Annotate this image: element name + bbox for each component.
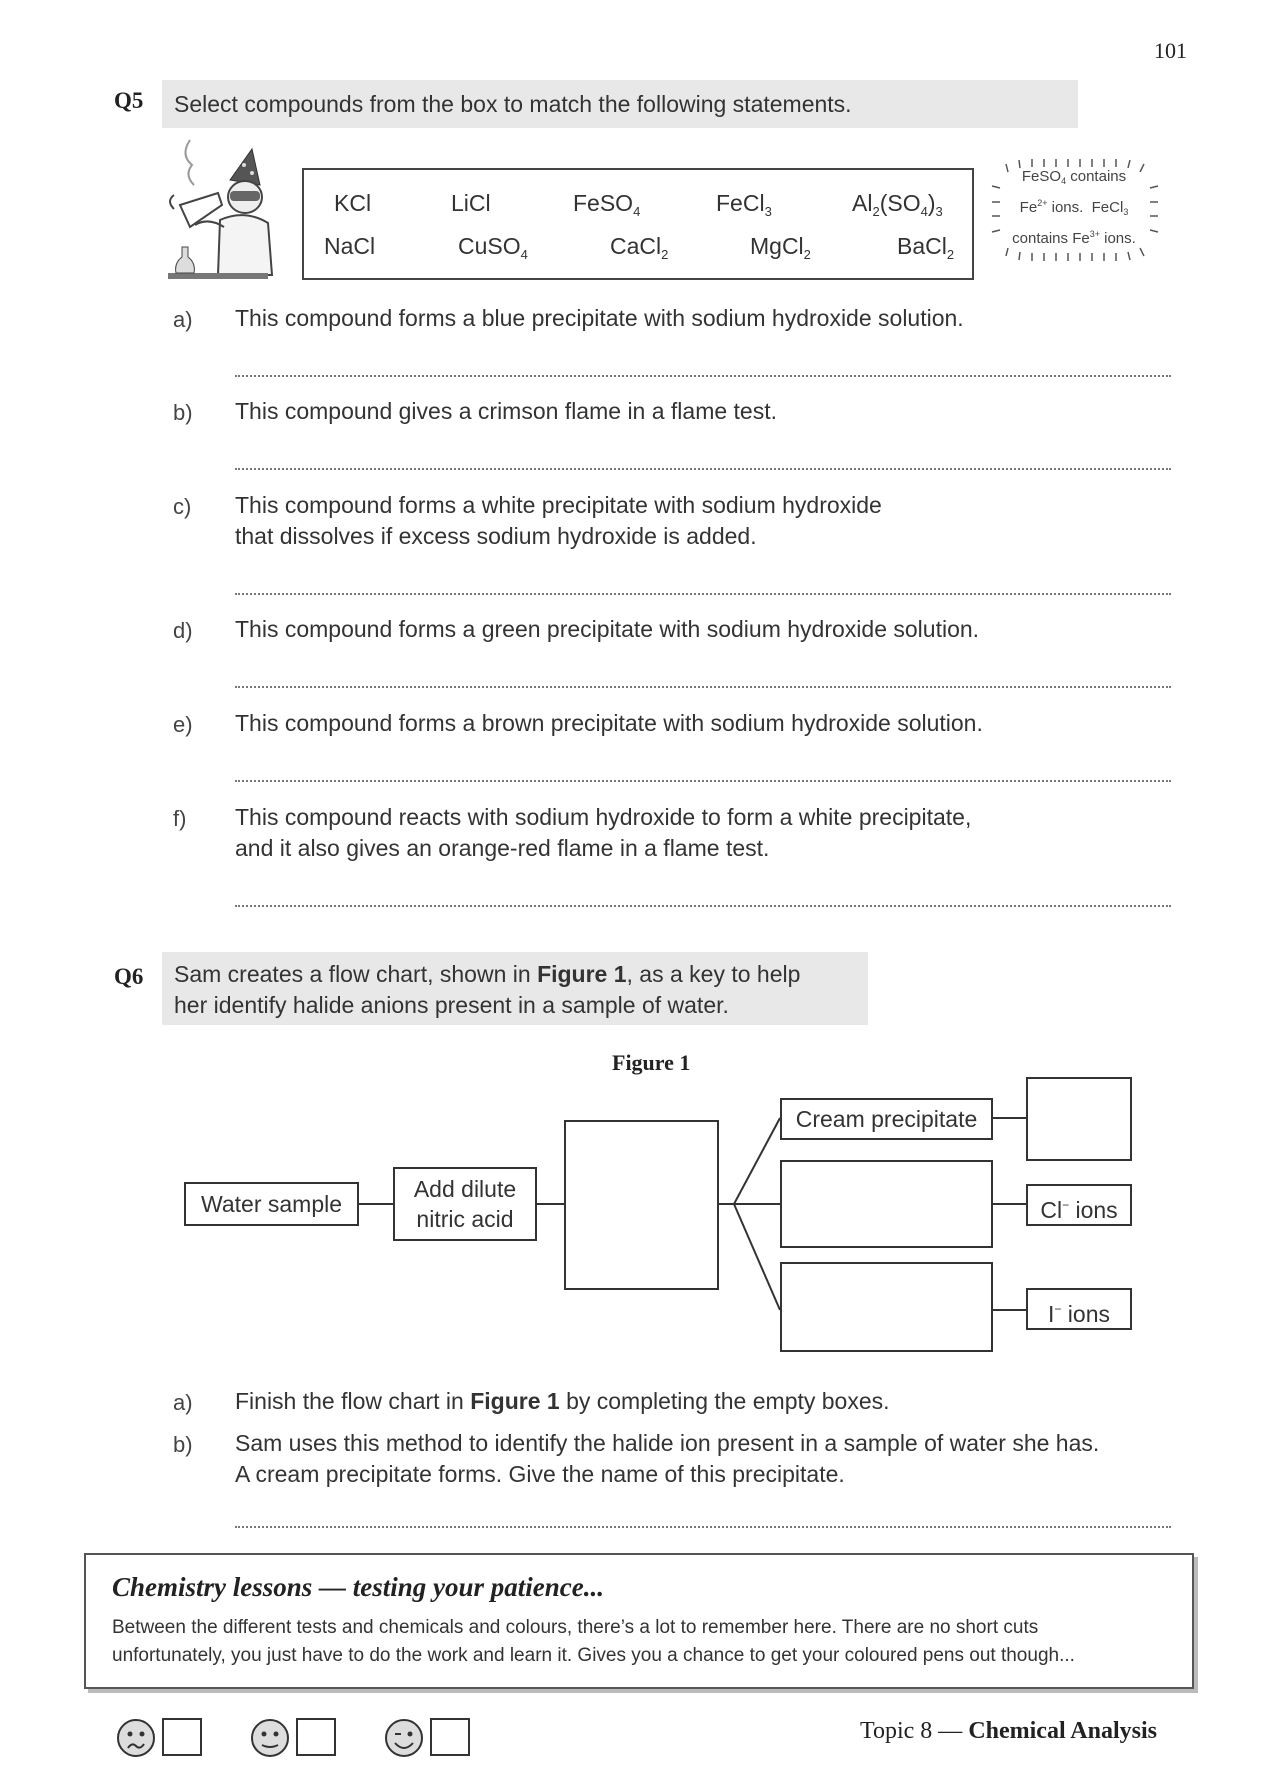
q6a-pre: Finish the flow chart in [235, 1388, 471, 1414]
sad-face-icon [116, 1718, 156, 1758]
confidence-box-medium[interactable] [296, 1718, 336, 1756]
q5c-text-line1: This compound forms a white precipitate with sodium hydroxide [235, 492, 882, 518]
i-symbol: I [1048, 1301, 1055, 1327]
confidence-box-low[interactable] [162, 1718, 202, 1756]
flow-empty-box-ion[interactable] [1026, 1077, 1132, 1161]
cl-ions-word: ions [1069, 1197, 1118, 1223]
tip-title: Chemistry lessons — testing your patience... [112, 1572, 605, 1602]
footer-topic-number: Topic 8 — [860, 1718, 969, 1744]
compound-licl: LiCl [451, 190, 491, 216]
hint-note-line3: contains $Fe^{3+}$ ions. [1012, 229, 1136, 247]
q5d-label: d) [173, 618, 193, 643]
q5e-label: e) [173, 712, 193, 737]
q6b-label: b) [173, 1432, 193, 1457]
neutral-face-icon [250, 1718, 290, 1758]
q6b-answer-line[interactable] [235, 1526, 1171, 1528]
flow-cl-ions [1026, 1184, 1132, 1226]
q6-prompt-figure-ref: Figure 1 [537, 961, 627, 987]
tip-text [112, 1614, 1172, 1670]
q6a-figure-ref: Figure 1 [470, 1388, 560, 1414]
compound-feso4: FeSO$_4$ [573, 190, 641, 219]
flow-cream-precipitate: Cream precipitate [780, 1098, 993, 1140]
footer-topic-title: Chemical Analysis [968, 1718, 1157, 1744]
flow-add-nitric-acid-line1: Add dilute [413, 1176, 517, 1202]
q6-prompt-pre: Sam creates a flow chart, shown in [174, 961, 538, 987]
cl-charge: − [1062, 1198, 1070, 1212]
flow-empty-box-precipitate-2[interactable] [780, 1160, 993, 1248]
footer-topic [860, 1718, 1157, 1745]
flow-empty-box-precipitate-3[interactable] [780, 1262, 993, 1352]
flow-i-ions [1026, 1288, 1132, 1330]
flow-water-sample: Water sample [184, 1182, 359, 1226]
flow-add-nitric-acid-line2: nitric acid [416, 1206, 514, 1232]
compound-cuso4: CuSO$_4$ [458, 233, 528, 262]
flow-add-nitric-acid [393, 1167, 537, 1241]
q5f-text-line2: and it also gives an orange-red flame in a flame test. [235, 835, 770, 861]
q6b-text-line2: A cream precipitate forms. Give the name of this precipitate. [235, 1461, 845, 1487]
q5a-label: a) [173, 307, 193, 332]
compound-nacl: NaCl [324, 233, 376, 259]
q5b-label: b) [173, 400, 193, 425]
compound-bacl2: BaCl$_2$ [897, 233, 955, 262]
compound-fecl3: FeCl$_3$ [716, 190, 772, 219]
q6-number: Q6 [114, 964, 144, 989]
q6-prompt-post: , as a key to help [626, 961, 801, 987]
happy-face-icon [384, 1718, 424, 1758]
q6a-text [235, 1386, 890, 1417]
q5f-label: f) [173, 806, 187, 831]
q5-prompt: Select compounds from the box to match the following statements. [162, 80, 1078, 128]
hint-note-line2: $Fe^{2+}$ ions. FeCl$_3$ [1019, 198, 1129, 217]
q5c-text-line2: that dissolves if excess sodium hydroxide is added. [235, 523, 757, 549]
compound-kcl: KCl [334, 190, 372, 216]
q5-number: Q5 [114, 88, 144, 113]
q5e-text: This compound forms a brown precipitate with sodium hydroxide solution. [235, 710, 983, 736]
q5d-text: This compound forms a green precipitate with sodium hydroxide solution. [235, 616, 980, 642]
compound-cacl2: CaCl$_2$ [610, 233, 669, 262]
cl-symbol: Cl [1040, 1197, 1063, 1223]
q6b-text-line1: Sam uses this method to identify the halide ion present in a sample of water she has. [235, 1430, 1100, 1456]
q5f-text-line1: This compound reacts with sodium hydroxide to form a white precipitate, [235, 804, 972, 830]
hint-note-line1: FeSO$_4$ contains [1021, 168, 1127, 186]
i-ions-word: ions [1061, 1301, 1110, 1327]
q6a-post: by completing the empty boxes. [559, 1388, 890, 1414]
q6a-label: a) [173, 1390, 193, 1415]
tip-text-line2: unfortunately, you just have to do the work and learn it. Gives you a chance to get your coloured pens out though... [112, 1645, 1075, 1666]
i-charge: − [1054, 1302, 1062, 1316]
page-number: 101 [1154, 38, 1187, 63]
confidence-box-high[interactable] [430, 1718, 470, 1756]
flow-empty-box-reagent[interactable] [564, 1120, 719, 1290]
q5a-text: This compound forms a blue precipitate with sodium hydroxide solution. [235, 305, 964, 331]
q6-prompt-line2: her identify halide anions present in a sample of water. [174, 992, 729, 1018]
tip-text-line1: Between the different tests and chemicals and colours, there’s a lot to remember here. There are no short cuts [112, 1617, 1039, 1638]
q5c-label: c) [173, 494, 192, 519]
compound-al2so43: $Al_2(SO_4)_3$ [852, 190, 943, 219]
compound-mgcl2: MgCl$_2$ [750, 233, 811, 262]
figure-title: Figure 1 [612, 1050, 691, 1075]
q5b-text: This compound gives a crimson flame in a flame test. [235, 398, 778, 424]
